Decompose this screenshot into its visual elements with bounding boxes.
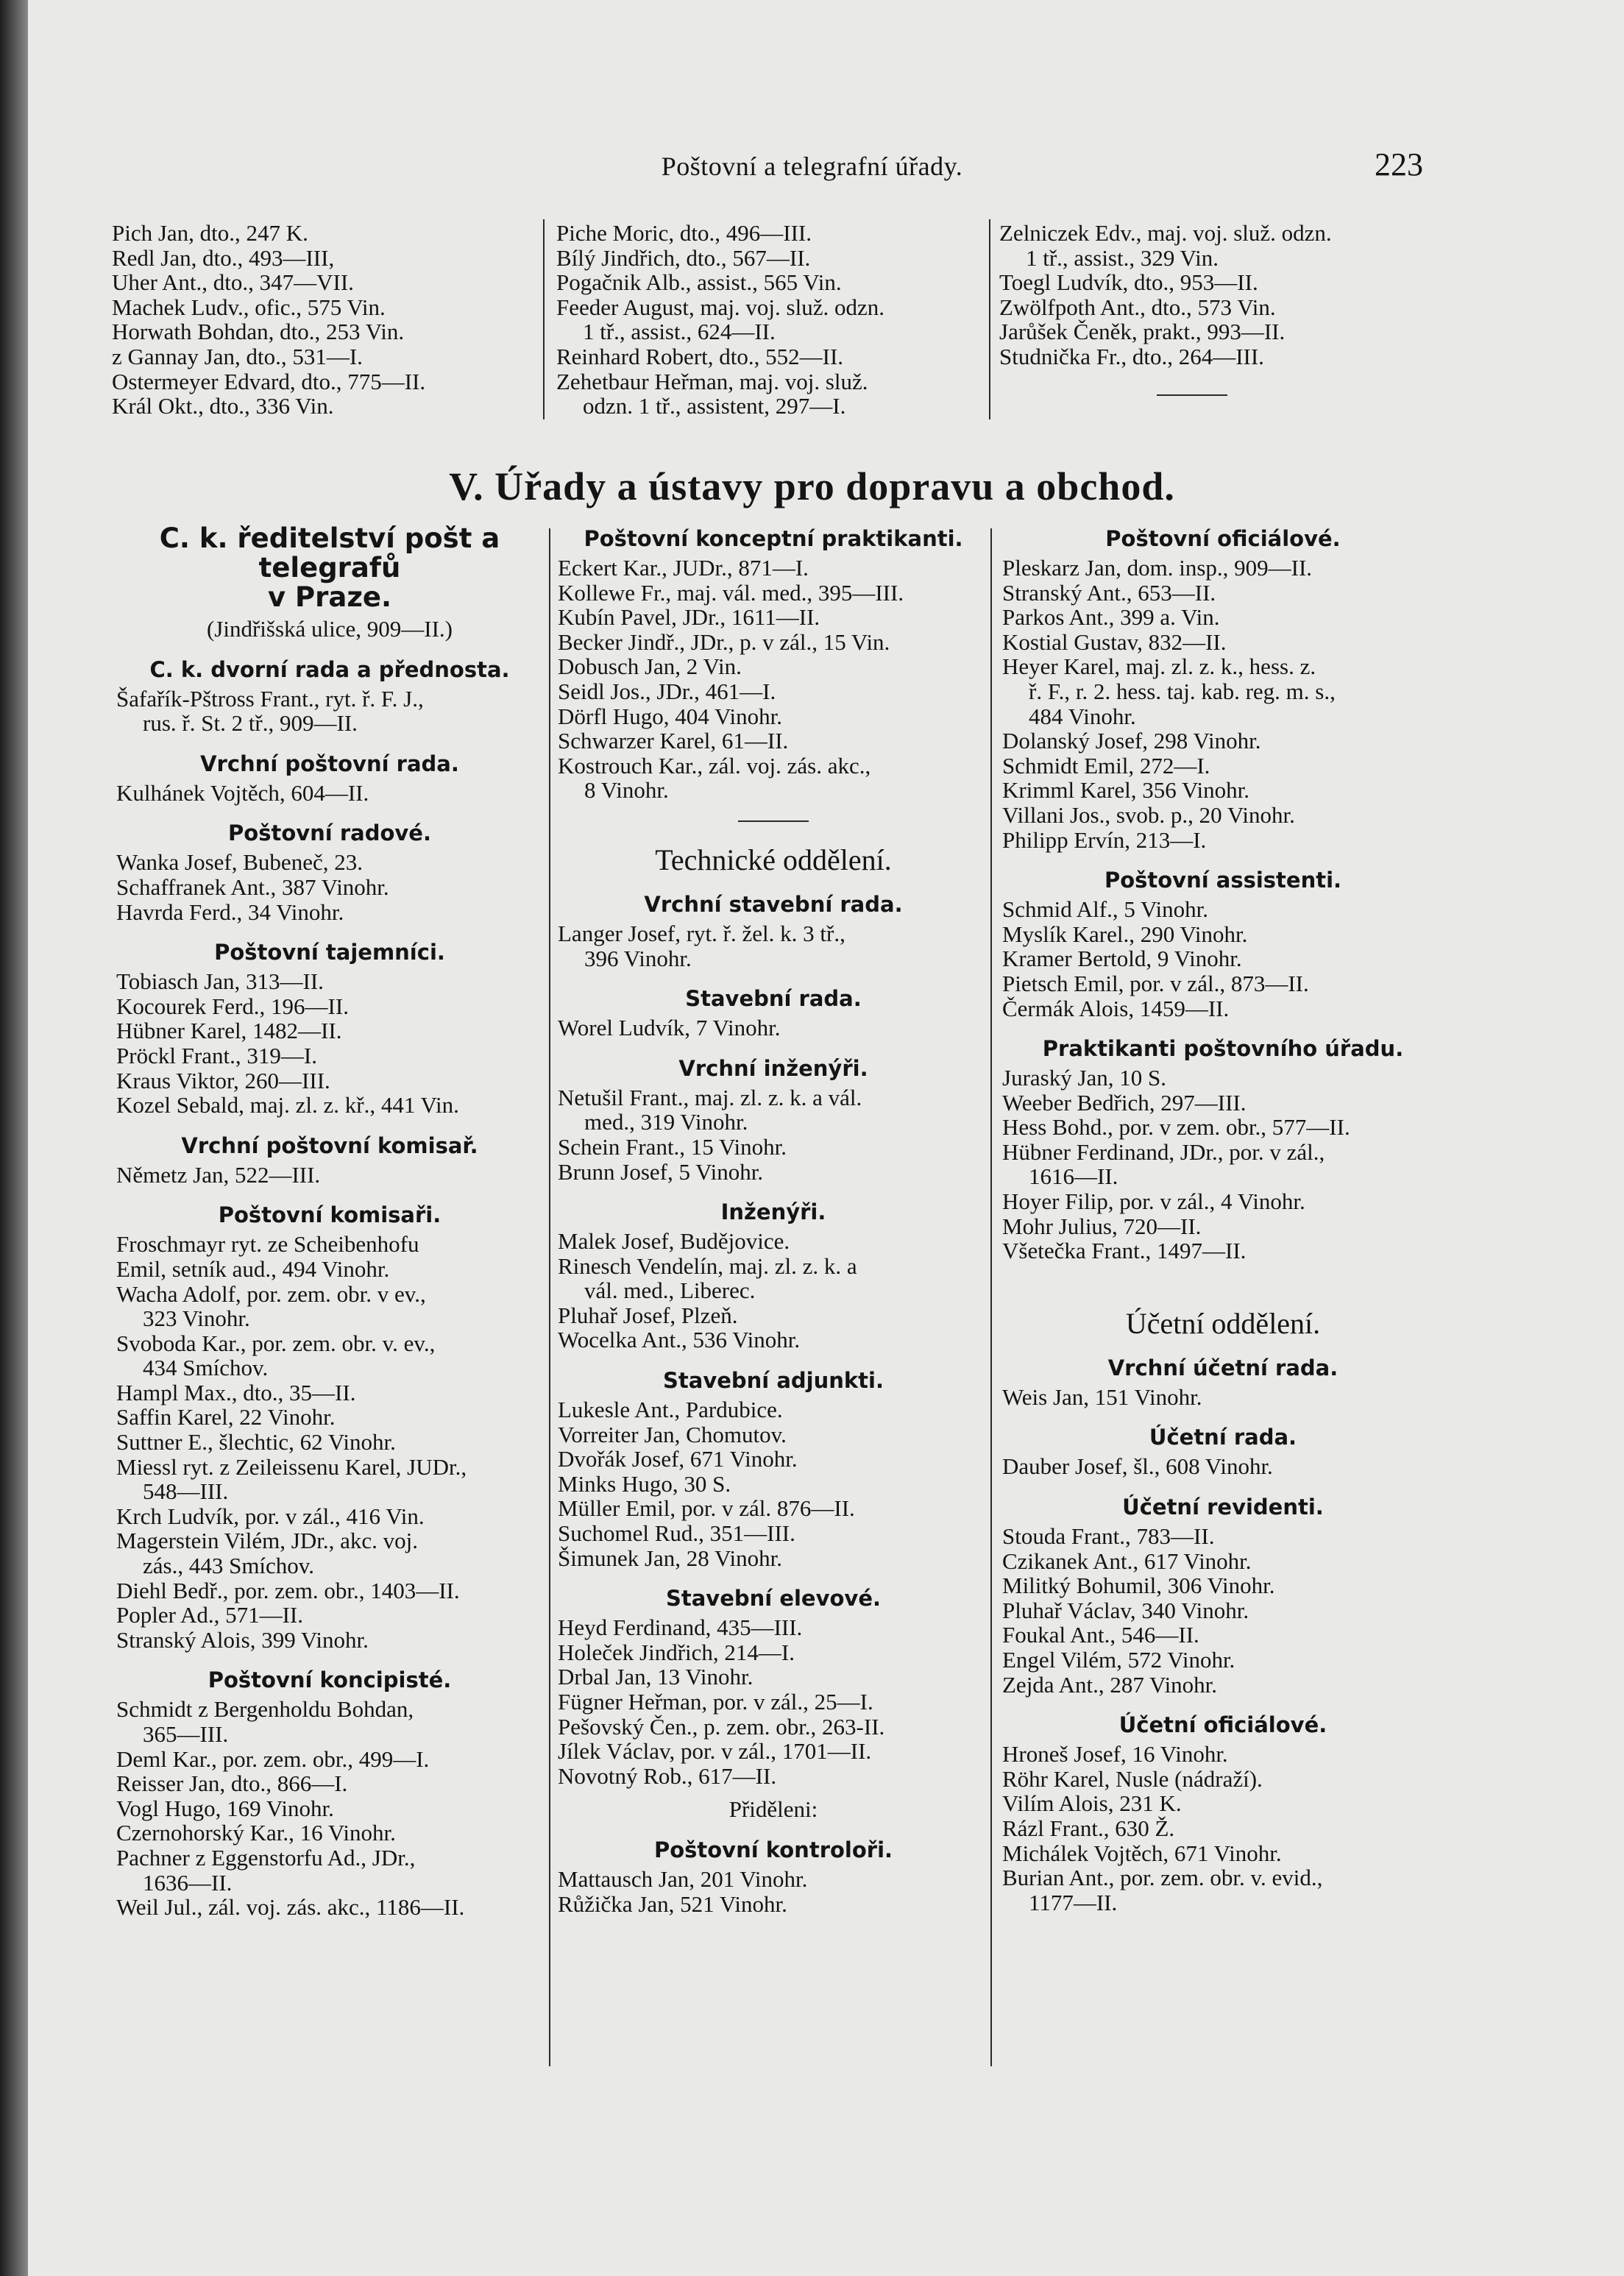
list-item: Schaffranek Ant., 387 Vinohr. [116, 873, 389, 900]
list-item: Engel Vilém, 572 Vinohr. [1002, 1647, 1235, 1673]
list-item: Krch Ludvík, por. v zál., 416 Vin. [116, 1503, 425, 1529]
list-item: Pogačnik Alb., assist., 565 Vin. [556, 269, 842, 296]
list-item: Heyer Karel, maj. zl. z. k., hess. z. [1002, 653, 1316, 680]
list-item: Magerstein Vilém, JDr., akc. voj. [116, 1528, 418, 1554]
list-item: Militký Bohumil, 306 Vinohr. [1002, 1573, 1275, 1599]
list-item: Toegl Ludvík, dto., 953—II. [999, 269, 1258, 296]
list-item: Všetečka Frant., 1497—II. [1002, 1238, 1247, 1264]
list-item: Schmidt z Bergenholdu Bohdan, [116, 1696, 414, 1723]
technical-dept-title: Technické oddělení. [655, 843, 892, 876]
running-title: Poštovní a telegrafní úřady. [661, 152, 963, 181]
list-item: ř. F., r. 2. hess. taj. kab. reg. m. s., [1029, 678, 1336, 704]
page-number: 223 [1375, 146, 1423, 182]
top-column-2 [556, 221, 987, 419]
list-item: Saffin Karel, 22 Vinohr. [116, 1404, 336, 1431]
list-item: Weil Jul., zál. voj. zás. akc., 1186—II. [116, 1894, 465, 1921]
list-item: Pleskarz Jan, dom. insp., 909—II. [1002, 555, 1313, 581]
list-item: Worel Ludvík, 7 Vinohr. [558, 1015, 781, 1041]
group-heading: Praktikanti poštovního úřadu. [1042, 1036, 1404, 1062]
list-item: Rázl Frant., 630 Ž. [1002, 1815, 1175, 1841]
list-item: Schmidt Emil, 272—I. [1002, 752, 1210, 779]
list-item: 396 Vinohr. [584, 945, 692, 971]
list-item: 365—III. [143, 1721, 229, 1747]
list-item: Foukal Ant., 546—II. [1002, 1622, 1199, 1648]
list-item: Müller Emil, por. v zál. 876—II. [558, 1495, 855, 1522]
list-item: Schmid Alf., 5 Vinohr. [1002, 896, 1209, 923]
list-item: Burian Ant., por. zem. obr. v. evid., [1002, 1865, 1323, 1891]
top-divider-1 [543, 219, 545, 419]
list-item: Schein Frant., 15 Vinohr. [558, 1133, 787, 1160]
scan-shadow [0, 0, 28, 2276]
list-item: Weeber Bedřich, 297—III. [1002, 1089, 1247, 1116]
list-item: Vorreiter Jan, Chomutov. [558, 1421, 787, 1447]
list-item: Fügner Heřman, por. v zál., 25—I. [558, 1689, 873, 1715]
list-item: Zejda Ant., 287 Vinohr. [1002, 1671, 1218, 1698]
left-column [116, 524, 543, 1920]
group-heading: Poštovní kontroloři. [653, 1837, 893, 1862]
list-item: Novotný Rob., 617—II. [558, 1762, 777, 1789]
list-item: 1616—II. [1029, 1163, 1118, 1190]
list-item: vál. med., Liberec. [584, 1277, 756, 1304]
section-title: V. Úřady a ústavy pro dopravu a obchod. [449, 464, 1175, 508]
group-heading: Vrchní poštovní rada. [200, 751, 459, 776]
group-heading: Vrchní poštovní komisař. [181, 1132, 478, 1158]
list-item: Dörfl Hugo, 404 Vinohr. [558, 703, 782, 729]
list-item: 1 tř., assist., 329 Vin. [1026, 244, 1219, 271]
group-heading: Stavební rada. [685, 986, 862, 1012]
list-item: Machek Ludv., ofic., 575 Vin. [112, 294, 386, 320]
list-item: Jílek Václav, por. v zál., 1701—II. [558, 1738, 872, 1765]
list-item: Uher Ant., dto., 347—VII. [112, 269, 354, 296]
top-end-rule [1157, 394, 1227, 396]
list-item: Schwarzer Karel, 61—II. [558, 728, 789, 754]
list-item: Ostermeyer Edvard, dto., 775—II. [112, 368, 426, 394]
assigned-label: Přiděleni: [728, 1796, 818, 1823]
list-item: Růžička Jan, 521 Vinohr. [558, 1890, 787, 1917]
list-item: Parkos Ant., 399 a. Vin. [1002, 604, 1220, 631]
list-item: Drbal Jan, 13 Vinohr. [558, 1664, 754, 1690]
list-item: Němetz Jan, 522—III. [116, 1161, 321, 1188]
list-item: 1177—II. [1029, 1889, 1118, 1915]
list-item: Šimunek Jan, 28 Vinohr. [558, 1545, 782, 1571]
list-item: Hoyer Filip, por. v zál., 4 Vinohr. [1002, 1188, 1305, 1215]
list-item: Hübner Ferdinand, JDr., por. v zál., [1002, 1138, 1325, 1165]
list-item: Röhr Karel, Nusle (nádraží). [1002, 1765, 1263, 1792]
list-item: Czernohorský Kar., 16 Vinohr. [116, 1820, 396, 1846]
group-heading: Vrchní inženýři. [678, 1055, 868, 1081]
column-divider-1 [549, 528, 550, 2066]
list-item: 434 Smíchov. [143, 1355, 269, 1381]
group-heading: Účetní revidenti. [1122, 1495, 1324, 1520]
list-item: Dolanský Josef, 298 Vinohr. [1002, 728, 1261, 754]
group-heading: Poštovní tajemníci. [214, 940, 445, 965]
list-item: Brunn Josef, 5 Vinohr. [558, 1158, 764, 1185]
group-heading: Účetní oficiálové. [1118, 1712, 1327, 1738]
list-item: 1 tř., assist., 624—II. [583, 319, 776, 345]
list-item: Wacha Adolf, por. zem. obr. v ev., [116, 1280, 426, 1307]
list-item: Zelniczek Edv., maj. voj. služ. odzn. [999, 220, 1332, 246]
list-item: Hroneš Josef, 16 Vinohr. [1002, 1741, 1228, 1768]
list-item: Dauber Josef, šl., 608 Vinohr. [1002, 1453, 1273, 1480]
list-item: z Gannay Jan, dto., 531—I. [112, 343, 363, 369]
list-item: Kollewe Fr., maj. vál. med., 395—III. [558, 579, 904, 606]
list-item: Kocourek Ferd., 196—II. [116, 993, 349, 1019]
list-item: Froschmayr ryt. ze Scheibenhofu [116, 1231, 419, 1258]
list-item: Stranský Ant., 653—II. [1002, 579, 1216, 606]
group-heading: Poštovní koncipisté. [208, 1667, 452, 1693]
top-divider-2 [989, 219, 990, 419]
group-heading: Poštovní oficiálové. [1105, 526, 1341, 551]
list-item: Mohr Julius, 720—II. [1002, 1213, 1202, 1239]
list-item: Pluhař Josef, Plzeň. [558, 1302, 738, 1328]
list-item: Philipp Ervín, 213—I. [1002, 826, 1207, 853]
list-item: Horwath Bohdan, dto., 253 Vin. [112, 319, 405, 345]
list-item: Reinhard Robert, dto., 552—II. [556, 343, 844, 369]
list-item: Langer Josef, ryt. ř. žel. k. 3 tř., [558, 920, 845, 946]
list-item: Holeček Jindřich, 214—I. [558, 1639, 795, 1665]
list-item: Deml Kar., por. zem. obr., 499—I. [116, 1745, 430, 1772]
list-item: Mattausch Jan, 201 Vinohr. [558, 1865, 808, 1892]
list-item: Vilím Alois, 231 K. [1002, 1790, 1182, 1817]
list-item: Reisser Jan, dto., 866—I. [116, 1770, 348, 1797]
list-item: Eckert Kar., JUDr., 871—I. [558, 555, 809, 581]
list-item: Pešovský Čen., p. zem. obr., 263-II. [558, 1713, 885, 1740]
column-divider-2 [990, 528, 992, 2066]
list-item: Hampl Max., dto., 35—II. [116, 1379, 356, 1405]
list-item: Suchomel Rud., 351—III. [558, 1520, 795, 1547]
list-item: Stouda Frant., 783—II. [1002, 1523, 1215, 1550]
list-item: Vogl Hugo, 169 Vinohr. [116, 1795, 334, 1821]
list-item: Šafařík-Pštross Frant., ryt. ř. F. J., [116, 685, 424, 712]
group-heading: Stavební elevové. [665, 1586, 882, 1612]
list-item: Heyd Ferdinand, 435—III. [558, 1614, 803, 1641]
list-item: Tobiasch Jan, 313—II. [116, 968, 324, 995]
list-item: Jarůšek Čeněk, prakt., 993—II. [999, 319, 1286, 345]
list-item: Suttner E., šlechtic, 62 Vinohr. [116, 1429, 396, 1456]
accounting-dept-title: Účetní oddělení. [1125, 1306, 1321, 1340]
list-item: 1636—II. [143, 1869, 233, 1896]
list-item: Dobusch Jan, 2 Vin. [558, 653, 742, 680]
list-item: Pich Jan, dto., 247 K. [112, 220, 308, 246]
group-heading: Vrchní účetní rada. [1107, 1355, 1338, 1380]
list-item: odzn. 1 tř., assistent, 297—I. [583, 393, 846, 419]
group-heading: Vrchní stavební rada. [644, 891, 903, 917]
list-item: Pietsch Emil, por. v zál., 873—II. [1002, 970, 1309, 996]
list-item: Kostial Gustav, 832—II. [1002, 628, 1227, 655]
list-item: zás., 443 Smíchov. [143, 1553, 315, 1579]
top-column-3 [999, 221, 1441, 369]
group-heading: Inženýři. [720, 1199, 826, 1225]
list-item: Villani Jos., svob. p., 20 Vinohr. [1002, 801, 1295, 828]
group-heading: Poštovní konceptní praktikanti. [584, 526, 963, 551]
list-item: Wanka Josef, Bubeneč, 23. [116, 849, 363, 876]
list-item: Studnička Fr., dto., 264—III. [999, 343, 1264, 369]
list-item: Krimml Karel, 356 Vinohr. [1002, 777, 1249, 804]
list-item: med., 319 Vinohr. [584, 1109, 748, 1135]
list-item: Weis Jan, 151 Vinohr. [1002, 1383, 1202, 1410]
group-heading: Poštovní komisaři. [218, 1202, 442, 1228]
directorate-title: C. k. ředitelství pošt a telegrafů [159, 522, 500, 584]
list-item: Kramer Bertold, 9 Vinohr. [1002, 946, 1242, 972]
list-item: Zehetbaur Heřman, maj. voj. služ. [556, 368, 868, 394]
directorate-address: (Jindřišská ulice, 909—II.) [206, 616, 453, 642]
list-item: Pachner z Eggenstorfu Ad., JDr., [116, 1844, 416, 1871]
list-item: Král Okt., dto., 336 Vin. [112, 393, 334, 419]
list-item: 8 Vinohr. [584, 777, 669, 804]
list-item: Lukesle Ant., Pardubice. [558, 1397, 783, 1423]
list-item: Miessl ryt. z Zeileissenu Karel, JUDr., [116, 1453, 467, 1480]
group-heading: Poštovní assistenti. [1104, 868, 1342, 893]
list-item: Wocelka Ant., 536 Vinohr. [558, 1327, 801, 1353]
list-item: Kostrouch Kar., zál. voj. zás. akc., [558, 752, 871, 779]
list-item: Emil, setník aud., 494 Vinohr. [116, 1255, 390, 1282]
divider-rule [738, 820, 809, 822]
list-item: Minks Hugo, 30 S. [558, 1470, 731, 1497]
list-item: Becker Jindř., JDr., p. v zál., 15 Vin. [558, 628, 890, 655]
list-item: Rinesch Vendelín, maj. zl. z. k. a [558, 1252, 857, 1279]
list-item: Kozel Sebald, maj. zl. z. kř., 441 Vin. [116, 1092, 459, 1118]
right-column [1002, 524, 1444, 1915]
list-item: Popler Ad., 571—II. [116, 1602, 304, 1628]
list-item: Zwölfpoth Ant., dto., 573 Vin. [999, 294, 1276, 320]
list-item: Kraus Viktor, 260—III. [116, 1067, 330, 1093]
list-item: Pluhař Václav, 340 Vinohr. [1002, 1597, 1249, 1623]
list-item: Stranský Alois, 399 Vinohr. [116, 1626, 369, 1653]
top-column-1 [112, 221, 539, 419]
list-item: Netušil Frant., maj. zl. z. k. a vál. [558, 1084, 862, 1110]
list-item: Hübner Karel, 1482—II. [116, 1018, 342, 1044]
middle-column [558, 524, 989, 1916]
list-item: Juraský Jan, 10 S. [1002, 1065, 1167, 1091]
list-item: Redl Jan, dto., 493—III, [112, 244, 335, 271]
group-heading: Účetní rada. [1149, 1425, 1297, 1450]
list-item: Dvořák Josef, 671 Vinohr. [558, 1446, 798, 1472]
list-item: Piche Moric, dto., 496—III. [556, 220, 812, 246]
list-item: Havrda Ferd., 34 Vinohr. [116, 898, 344, 925]
list-item: Svoboda Kar., por. zem. obr. v. ev., [116, 1330, 436, 1356]
list-item: Pröckl Frant., 319—I. [116, 1042, 317, 1068]
list-item: 548—III. [143, 1478, 229, 1505]
group-heading: Stavební adjunkti. [663, 1368, 884, 1394]
list-item: Myslík Karel., 290 Vinohr. [1002, 921, 1248, 947]
list-item: 323 Vinohr. [143, 1305, 250, 1332]
directorate-city: v Praze. [267, 581, 392, 613]
group-heading: C. k. dvorní rada a přednosta. [149, 656, 510, 682]
list-item: Malek Josef, Budějovice. [558, 1228, 790, 1255]
list-item: Czikanek Ant., 617 Vinohr. [1002, 1548, 1252, 1574]
list-item: 484 Vinohr. [1029, 703, 1136, 729]
list-item: Michálek Vojtěch, 671 Vinohr. [1002, 1840, 1282, 1866]
list-item: Kubín Pavel, JDr., 1611—II. [558, 604, 820, 631]
list-item: Feeder August, maj. voj. služ. odzn. [556, 294, 884, 320]
list-item: rus. ř. St. 2 tř., 909—II. [143, 710, 358, 737]
list-item: Diehl Bedř., por. zem. obr., 1403—II. [116, 1577, 460, 1603]
list-item: Hess Bohd., por. v zem. obr., 577—II. [1002, 1114, 1350, 1141]
list-item: Seidl Jos., JDr., 461—I. [558, 678, 776, 704]
list-item: Kulhánek Vojtěch, 604—II. [116, 779, 369, 806]
list-item: Bílý Jindřich, dto., 567—II. [556, 244, 811, 271]
group-heading: Poštovní radové. [228, 820, 431, 846]
list-item: Čermák Alois, 1459—II. [1002, 995, 1230, 1021]
